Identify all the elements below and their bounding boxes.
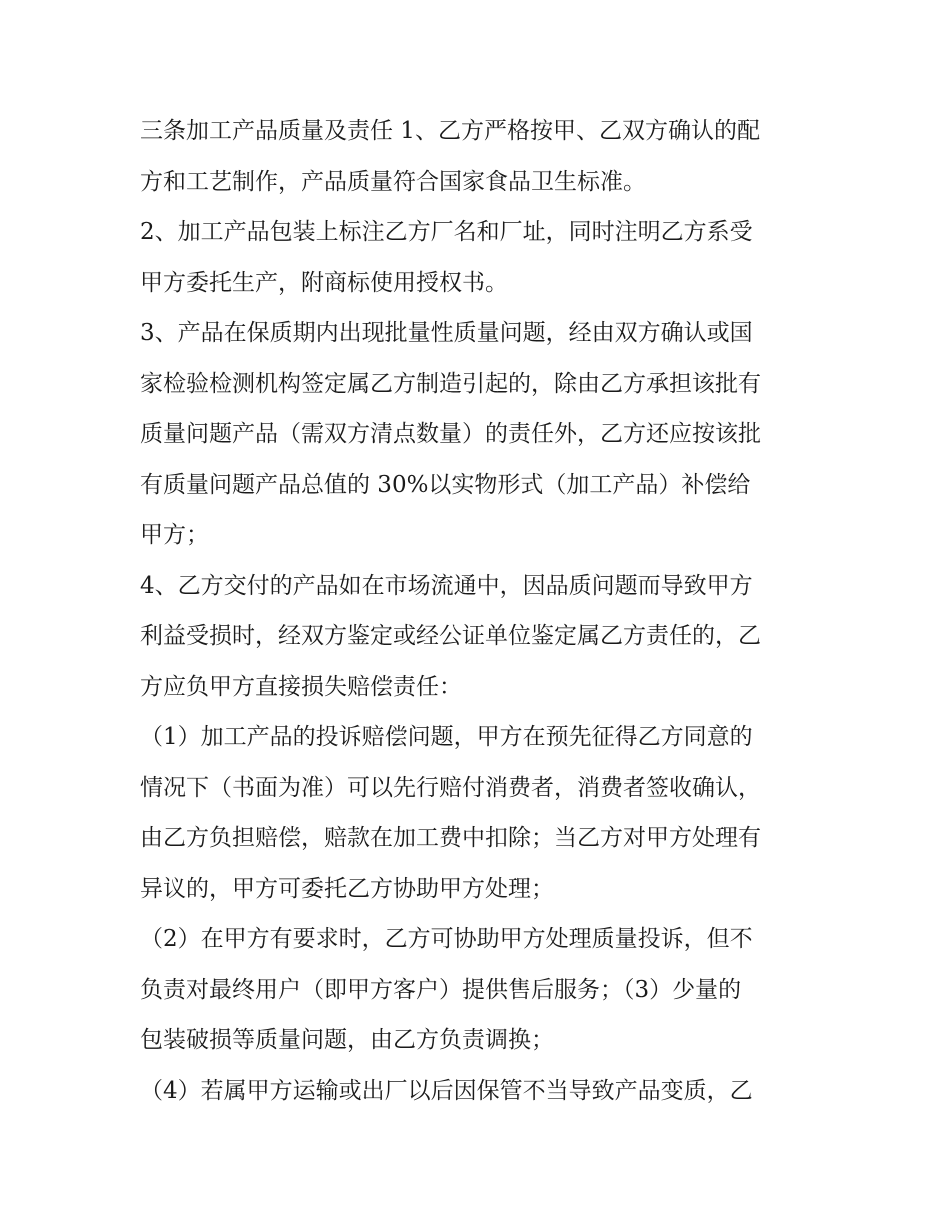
text-line: （2）在甲方有要求时，乙方可协助甲方处理质量投诉，但不 [140, 926, 753, 952]
text-line: （1）加工产品的投诉赔偿问题，甲方在预先征得乙方同意的 [140, 724, 753, 750]
text-line: 异议的，甲方可委托乙方协助甲方处理； [140, 876, 554, 902]
text-line: 质量问题产品（需双方清点数量）的责任外，乙方还应按该批 [140, 421, 761, 447]
text-line: 负责对最终用户（即甲方客户）提供售后服务；（3）少量的 [140, 977, 742, 1003]
text-line: 家检验检测机构签定属乙方制造引起的，除由乙方承担该批有 [140, 371, 761, 397]
text-line: 2、加工产品包装上标注乙方厂名和厂址，同时注明乙方系受 [140, 219, 753, 245]
text-line: 3、产品在保质期内出现批量性质量问题，经由双方确认或国 [140, 320, 753, 346]
text-line: 情况下（书面为准）可以先行赔付消费者，消费者签收确认， [140, 775, 761, 801]
text-line: 包装破损等质量问题，由乙方负责调换； [140, 1027, 554, 1053]
text-line: 方应负甲方直接损失赔偿责任： [140, 674, 462, 700]
text-line: （4）若属甲方运输或出厂以后因保管不当导致产品变质，乙 [140, 1078, 753, 1104]
text-line: 有质量问题产品总值的 30%以实物形式（加工产品）补偿给 [140, 472, 751, 498]
text-line: 甲方委托生产，附商标使用授权书。 [140, 270, 508, 296]
text-line: 利益受损时，经双方鉴定或经公证单位鉴定属乙方责任的，乙 [140, 623, 761, 649]
text-line: 4、乙方交付的产品如在市场流通中，因品质问题而导致甲方 [140, 573, 753, 599]
text-line: 甲方； [140, 522, 209, 548]
text-line: 三条加工产品质量及责任 1、乙方严格按甲、乙双方确认的配 [140, 118, 760, 144]
text-line: 由乙方负担赔偿，赔款在加工费中扣除；当乙方对甲方处理有 [140, 825, 761, 851]
text-line: 方和工艺制作，产品质量符合国家食品卫生标准。 [140, 169, 646, 195]
